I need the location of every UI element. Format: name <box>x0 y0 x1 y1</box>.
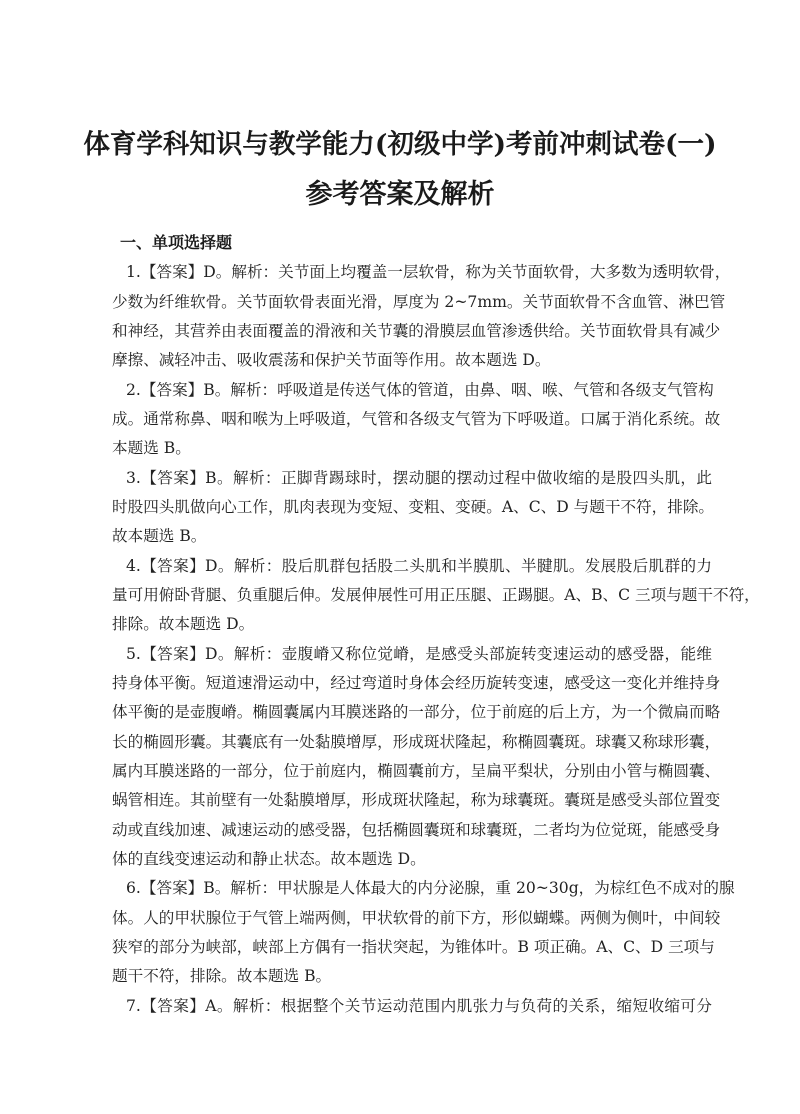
answer-1-line-1: 1.【答案】D。解析：关节面上均覆盖一层软骨，称为关节面软骨，大多数为透明软骨， <box>126 263 731 281</box>
answer-1-line-3: 和神经，其营养由表面覆盖的滑液和关节囊的滑膜层血管渗透供给。关节面软骨具有减少 <box>112 322 721 340</box>
answer-5-line-6: 蜗管相连。其前壁有一处黏膜增厚，形成斑状隆起，称为球囊斑。囊斑是感受头部位置变 <box>112 791 721 809</box>
answer-7-line-1: 7.【答案】A。解析：根据整个关节运动范围内肌张力与负荷的关系，缩短收缩可分 <box>126 997 712 1015</box>
answer-5-line-7: 动或直线加速、减速运动的感受器，包括椭圆囊斑和球囊斑，二者均为位觉斑，能感受身 <box>112 821 721 839</box>
answer-1-line-2: 少数为纤维软骨。关节面软骨表面光滑，厚度为 2~7mm。关节面软骨不含血管、淋巴管 <box>112 293 726 311</box>
answer-5-line-3: 体平衡的是壶腹嵴。椭圆囊属内耳膜迷路的一部分，位于前庭的后上方，为一个微扁而略 <box>112 703 721 721</box>
answer-3-line-1: 3.【答案】B。解析：正脚背踢球时，摆动腿的摆动过程中做收缩的是股四头肌，此 <box>126 469 712 487</box>
answer-5-line-2: 持身体平衡。短道速滑运动中，经过弯道时身体会经历旋转变速，感受这一变化并维持身 <box>112 674 721 692</box>
answer-6-line-1: 6.【答案】B。解析：甲状腺是人体最大的内分泌腺，重 20~30g，为棕红色不成对的腺 <box>126 879 735 897</box>
answer-3-line-2: 时股四头肌做向心工作，肌肉表现为变短、变粗、变硬。A、C、D 与题干不符，排除。 <box>112 498 715 516</box>
answer-5-line-5: 属内耳膜迷路的一部分，位于前庭内，椭圆囊前方，呈扁平梨状，分别由小管与椭圆囊、 <box>112 762 721 780</box>
answer-6-line-2: 体。人的甲状腺位于气管上端两侧，甲状软骨的前下方，形似蝴蝶。两侧为侧叶，中间较 <box>112 909 721 927</box>
answer-2-line-2: 成。通常称鼻、咽和喉为上呼吸道，气管和各级支气管为下呼吸道。口属于消化系统。故 <box>112 410 721 428</box>
answer-5-line-8: 体的直线变速运动和静止状态。故本题选 D。 <box>112 850 426 868</box>
document-title: 体育学科知识与教学能力(初级中学)考前冲刺试卷(一) <box>83 129 717 160</box>
answer-4-line-2: 量可用俯卧背腿、负重腿后伸。发展伸展性可用正压腿、正踢腿。A、B、C 三项与题干不符， <box>112 586 760 604</box>
document-subtitle: 参考答案及解析 <box>305 179 495 210</box>
answer-5-line-1: 5.【答案】D。解析：壶腹嵴又称位觉嵴，是感受头部旋转变速运动的感受器，能维 <box>126 645 712 663</box>
answer-5-line-4: 长的椭圆形囊。其囊底有一处黏膜增厚，形成斑状隆起，称椭圆囊斑。球囊又称球形囊， <box>112 733 721 751</box>
answer-2-line-3: 本题选 B。 <box>112 439 191 457</box>
section-heading: 一、单项选择题 <box>120 233 233 252</box>
answer-4-line-1: 4.【答案】D。解析：股后肌群包括股二头肌和半膜肌、半腱肌。发展股后肌群的力 <box>126 557 712 575</box>
answer-4-line-3: 排除。故本题选 D。 <box>112 615 255 633</box>
answer-6-line-4: 题干不符，排除。故本题选 B。 <box>112 967 332 985</box>
answer-6-line-3: 狭窄的部分为峡部，峡部上方偶有一指状突起，为锥体叶。B 项正确。A、C、D 三项与 <box>112 938 715 956</box>
answer-1-line-4: 摩擦、减轻冲击、吸收震荡和保护关节面等作用。故本题选 D。 <box>112 351 551 369</box>
answer-2-line-1: 2.【答案】B。解析：呼吸道是传送气体的管道，由鼻、咽、喉、气管和各级支气管构 <box>126 381 714 399</box>
answer-3-line-3: 故本题选 B。 <box>112 527 207 545</box>
